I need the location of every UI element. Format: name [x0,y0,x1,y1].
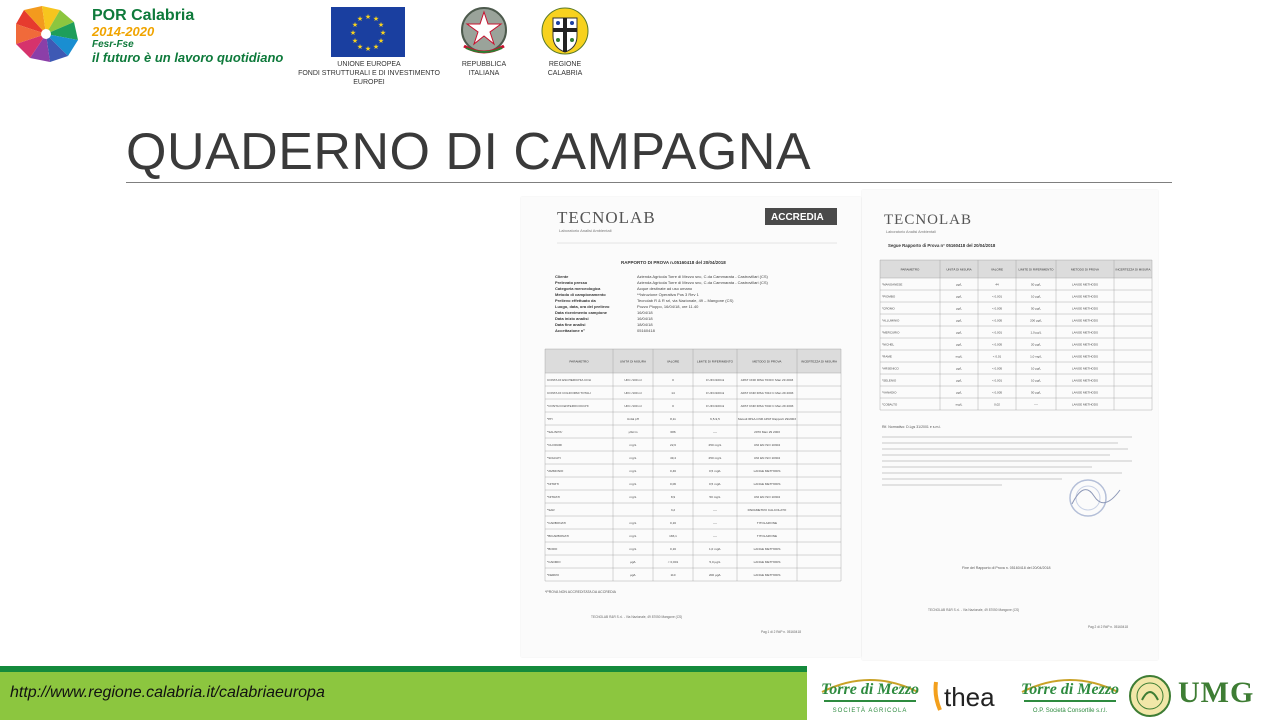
table-cell: LANGE METHODS [1071,318,1099,323]
report2-norm-ref: Rif. Normativo: D.Lgs 31/2001 e s.m.i. [882,425,942,429]
lab-stamp-signature-icon [1070,480,1120,516]
report1-lab-name: TECNOLAB [557,208,656,227]
svg-text:★: ★ [351,37,359,45]
info-value: 05160418 [637,328,655,333]
table-cell: < 0,01 [992,354,1002,359]
table-cell: µg/L [956,318,962,323]
page-title: QUADERNO DI CAMPAGNA [126,123,812,181]
table-cell: 22,6 [669,442,677,447]
table-cell: ---- [712,520,718,525]
footer-url-link[interactable]: http://www.regione.calabria.it/calabriaeuropa [10,684,325,701]
table-cell: LANGE METHODS [1071,306,1099,311]
table-cell: *CARBONATI [547,520,567,525]
report2-heading: Segue Rapporto di Prova n° 05160418 del 20/04/2018 [888,243,996,248]
report2-footer-company: TECNOLAB R&R S.r.l. - Via Nazionale, 49 87050 Mangone (CS) [928,608,1020,612]
svg-text:★: ★ [356,15,364,23]
table-cell: LANGE METHODS [753,572,781,577]
table-cell: *SELENIO [882,378,897,383]
table-cell: LANGE METHODS [753,559,781,564]
table-cell: *FERRO [547,572,560,577]
table-cell: mg/L [955,354,963,359]
table-cell: < 0,005 [991,342,1003,347]
table-cell: 14 [671,390,675,395]
por-fund: Fesr-Fse [92,39,134,50]
svg-text:★: ★ [351,21,359,29]
table-cell: 250 mg/L [708,455,722,460]
table-cell: 0,06 [669,481,677,486]
partner4-name: UMG [1178,676,1255,709]
report1-note: *PROVA NON ACCREDITATA DA ACCREDIA [545,590,616,594]
table-cell: 20 µg/L [1030,342,1042,347]
calabria-caption-line1: REGIONE [548,61,582,68]
table-cell: *SOLFATI [547,455,561,460]
info-value: Azienda Agricola Torre di Mezzo snc, C.da Cammarata - Castrovillari (CS) [637,274,768,279]
info-label: Prelevato presso [555,280,588,285]
report1-heading: RAPPORTO DI PROVA n.05160418 del 20/04/2018 [621,260,726,265]
table-cell: *MERCURIO [882,330,900,335]
report2-lab-sub: Laboratorio Analisi Ambientali [886,230,936,234]
table-cell: *ARSENICO [882,366,899,371]
table-cell: 0,02 [994,402,1000,407]
info-label: Prelievo effettuato da [555,298,596,303]
partner3-sub: O.P. Società Consortile s.r.l. [1032,708,1108,714]
italian-republic-emblem-icon [458,4,510,58]
table-cell: 250 mg/L [708,442,722,447]
svg-text:★: ★ [356,43,364,51]
table-cell: 200 µg/L [1030,318,1042,323]
table-cell: 50 µg/L [1030,282,1042,287]
table-header-cell: INCERTEZZA DI MISURA [1115,267,1151,272]
info-value: Pozzo Pioppo, 16/04/18, ore 11.40 [637,304,699,309]
svg-text:★: ★ [349,29,357,37]
table-cell: 2070 Man 29 2003 [754,429,780,434]
table-header-cell: PARAMETRO [900,267,920,272]
report1-footer-page: Pag 1 di 2 RdP n. 05160418 [761,630,801,634]
table-cell: µg/L [956,294,962,299]
table-cell: UNI EN ISO 10304 [753,455,781,460]
torre-di-mezzo-op-logo-icon [1018,672,1122,718]
table-header-cell: LIMITE DI RIFERIMENTO [696,359,734,364]
table-cell: 8,9 [670,494,676,499]
info-label: Metodo di campionamento [555,292,606,297]
calabria-region-emblem-icon [540,4,590,58]
table-cell: mg/L [629,520,637,525]
report1-table [545,349,841,581]
table-cell: 183,1 [669,533,677,538]
table-cell: UFC /100 ml [624,403,642,408]
table-cell: LANGE METHODS [753,481,781,486]
table-cell: 10 µg/L [1030,294,1042,299]
table-cell: mg/L [629,481,637,486]
svg-text:★: ★ [377,21,385,29]
report2-notes-block [882,436,1132,486]
table-cell: 686 [670,429,676,434]
partner1-name: Torre di Mezzo [820,681,920,698]
table-cell: APAT CNR IRSA 7030 F Man 29 2003 [740,377,794,382]
table-cell: µg/L [956,342,962,347]
report2-end-text: Fine del Rapporto di Prova n. 05160418 del 20/04/2018 [962,566,1051,570]
info-label: Data ricevimento campione [555,310,608,315]
calabria-caption [525,60,605,78]
table-cell: Unità pH [626,416,640,421]
table-cell: 200 µg/L [708,572,722,577]
eu-caption [296,60,442,87]
table-cell: 1,0 mg/L [708,546,722,551]
table-cell: 50 µg/L [1030,390,1042,395]
table-cell: < 0,001 [991,378,1003,383]
info-value: 16/04/18 [637,316,653,321]
report2-table [880,260,1152,410]
italy-caption-line2: ITALIANA [468,70,500,77]
table-cell: *SALINITA' [547,429,563,434]
table-cell: LANGE METHODS [1071,330,1099,335]
table-cell: 0 UFC/100ml [705,403,725,408]
table-cell: µg/L [956,366,962,371]
por-years: 2014-2020 [92,24,155,39]
table-cell: APAT CNR IRSA 7040 C Man 29 2003 [740,403,794,408]
table-cell: < 0,001 [991,330,1003,335]
info-value: Tecnolab R & R srl, via Nazionale, 49 – Mangone (CS) [637,298,734,303]
table-cell: < 0,005 [991,366,1003,371]
table-cell: *ALLUMINIO [882,318,900,323]
table-cell: LANGE METHODS [1071,342,1099,347]
por-title: POR Calabria [92,7,195,24]
table-cell: *NITRATI [547,494,561,499]
table-header-cell: METODO DI PROVA [1070,267,1100,272]
table-cell: *NICHEL [882,342,895,347]
title-underline [126,182,1172,183]
table-cell: ---- [1034,402,1038,407]
table-cell: UFC /100 ml [624,390,642,395]
table-cell: LANGE METHODS [753,468,781,473]
svg-text:★: ★ [372,15,380,23]
table-header-cell: METODO DI PROVA [752,359,782,364]
table-cell: µg/L [956,390,962,395]
por-calabria-text [92,8,283,65]
table-cell: *BORO [547,546,558,551]
table-cell: Metodi IRSA-CNR APAT Rapporti 29/2003 [738,416,796,421]
table-cell: ---- [712,429,718,434]
table-cell: ---- [712,533,718,538]
table-cell: mg/L [629,546,637,551]
report2-footer-page: Pag 2 di 2 RdP n. 05160418 [1088,625,1128,629]
table-cell: 0,16 [669,520,677,525]
accredia-label: ACCREDIA [771,212,824,223]
table-header-cell: VALORE [666,359,680,364]
table-header-cell: LIMITE DI RIFERIMENTO [1018,267,1054,272]
eu-flag-icon [331,7,405,57]
table-cell: *MANGANESE [882,282,903,287]
table-cell: < 0,001 [667,559,679,564]
report1-info-block [555,274,769,333]
info-value: Azienda Agricola Torre di Mezzo snc, C.da Cammarata - Castrovillari (CS) [637,280,768,285]
report1-sheet [521,197,861,657]
table-cell: 0,5 mg/L [708,481,722,486]
svg-text:★: ★ [364,45,372,53]
table-cell: 110 [670,572,676,577]
partner2-name: thea [944,682,995,712]
table-cell: PARAMETRO CALCOLATO [747,507,787,512]
table-cell: 50 mg/L [709,494,721,499]
table-cell: *RAME [882,354,892,359]
svg-text:★: ★ [372,43,380,51]
table-cell: 1,0 mg/L [1030,354,1042,359]
table-cell: 8,11 [670,416,676,421]
info-label: Data inizio analisi [555,316,589,321]
table-cell: mg/L [955,402,963,407]
table-cell: LANGE METHODS [1071,378,1099,383]
table-cell: 1,0 µg/L [1030,330,1042,335]
table-cell: LANGE METHODS [1071,366,1099,371]
table-cell: < 0,005 [991,306,1003,311]
table-cell: 50 µg/L [1030,306,1042,311]
partner3-name: Torre di Mezzo [1020,681,1120,698]
table-cell: LANGE METHODS [1071,354,1099,359]
svg-text:★: ★ [379,29,387,37]
table-cell: 5,0 µg/L [709,559,721,564]
table-cell: µg/L [629,572,637,577]
partner1-sub: SOCIETÀ AGRICOLA [832,708,908,714]
table-cell: *COBALTO [882,402,898,407]
umg-seal-icon [1124,674,1176,718]
eu-caption-line2: FONDI STRUTTURALI E DI INVESTIMENTO EUROPEI [298,70,440,86]
table-header-cell: VALORE [991,267,1003,272]
table-cell: *CADMIO [547,559,561,564]
table-cell: mg/L [629,494,637,499]
table-header-cell: INCERTEZZA DI MISURA [800,359,838,364]
table-cell: *CLORURI [547,442,563,447]
table-cell: 0,46 [669,468,677,473]
table-cell: *CONTA DI ENTEROCOCCHI [547,403,589,408]
table-cell: CONTA DI ESCHERICHIA COLI [547,377,592,382]
table-cell: LANGE METHODS [1071,282,1099,287]
table-cell: mg/L [629,533,637,538]
thea-logo-icon [932,676,1010,716]
table-cell: mg/L [629,468,637,473]
info-label: Data fine analisi [555,322,586,327]
table-cell: UNI EN ISO 10304 [753,494,781,499]
table-cell: 0,5 mg/L [708,468,722,473]
table-cell: UNI EN ISO 10304 [753,442,781,447]
table-cell: TITOLAZIONE [756,520,778,525]
calabria-caption-line2: CALABRIA [547,70,583,77]
info-label: Accettazione n° [555,328,585,333]
table-cell: LANGE METHODS [1071,402,1099,407]
table-cell: < 0,005 [991,390,1003,395]
svg-text:★: ★ [364,13,372,21]
table-cell: *PH [547,416,553,421]
table-cell: µg/L [956,378,962,383]
table-cell: *NITRITI [547,481,560,486]
table-cell: CONTA DI COLIFORMI TOTALI [547,390,591,395]
report2-sheet [862,190,1158,660]
table-cell: *AMMONIO [547,468,564,473]
table-cell: LANGE METHODS [753,546,781,551]
table-cell: 0 UFC/100ml [705,377,725,382]
info-label: Cliente [555,274,569,279]
test-report-page-2 [862,190,1158,660]
table-cell: TITOLAZIONE [756,533,778,538]
table-cell: 0 UFC/100ml [705,390,725,395]
info-label: Categoria merceologica [555,286,601,291]
torre-di-mezzo-logo-icon [818,672,922,718]
info-value: Acque destinate ad uso umano [637,286,693,291]
table-cell: ---- [712,507,718,512]
table-cell: *CROMO [882,306,895,311]
table-cell: µg/L [629,559,637,564]
por-tagline: il futuro è un lavoro quotidiano [92,50,284,65]
table-cell: < 0,005 [991,318,1003,323]
eu-caption-line1: UNIONE EUROPEA [337,61,401,68]
por-calabria-logo-icon [8,4,90,64]
table-cell: UFC /100 ml [624,377,642,382]
table-cell: APAT CNR IRSA 7010 C Man 29 2003 [740,390,794,395]
table-cell: mg/L [629,455,637,460]
table-cell: 0 [672,403,674,408]
table-cell: LANGE METHODS [1071,294,1099,299]
italy-caption [446,60,522,78]
table-cell: µS/cm [628,429,638,434]
table-cell: mg/L [629,442,637,447]
table-cell: 44 [995,282,999,287]
table-cell: 0,16 [669,546,677,551]
report2-lab-name: TECNOLAB [884,212,972,228]
table-cell: µg/L [956,282,962,287]
table-cell: 10 µg/L [1030,378,1042,383]
table-cell: µg/L [956,306,962,311]
test-report-page-1 [521,197,861,657]
info-value: 18/04/18 [637,322,653,327]
table-cell: 3,2 [670,507,676,512]
table-cell: *PIOMBO [882,294,896,299]
table-cell: 6,5-9,5 [710,416,720,421]
table-header-cell: UNITÀ DI MISURA [946,267,972,272]
italy-caption-line1: REPUBBLICA [461,61,507,68]
info-label: Luogo, data, ora del prelievo [555,304,610,309]
info-value: **Istruzione Operativa Pos 3 Rev 1 [637,292,699,297]
table-cell: < 0,001 [991,294,1003,299]
table-cell: 49,4 [669,455,677,460]
report1-footer-company: TECNOLAB R&R S.r.l. - Via Nazionale, 49 87050 Mangone (CS) [591,615,683,619]
table-header-cell: UNITÀ DI MISURA [619,359,647,364]
table-header-cell: PARAMETRO [569,359,589,364]
report1-lab-sub: Laboratorio Analisi Ambientali [559,228,612,233]
table-cell: 10 µg/L [1030,366,1042,371]
table-cell: *SAR [547,507,555,512]
svg-text:★: ★ [377,37,385,45]
info-value: 16/04/18 [637,310,653,315]
table-cell: 0 [672,377,674,382]
table-cell: LANGE METHODS [1071,390,1099,395]
table-cell: µg/L [956,330,962,335]
table-cell: *VANADIO [882,390,897,395]
table-cell: *BICARBONATI [547,533,569,538]
